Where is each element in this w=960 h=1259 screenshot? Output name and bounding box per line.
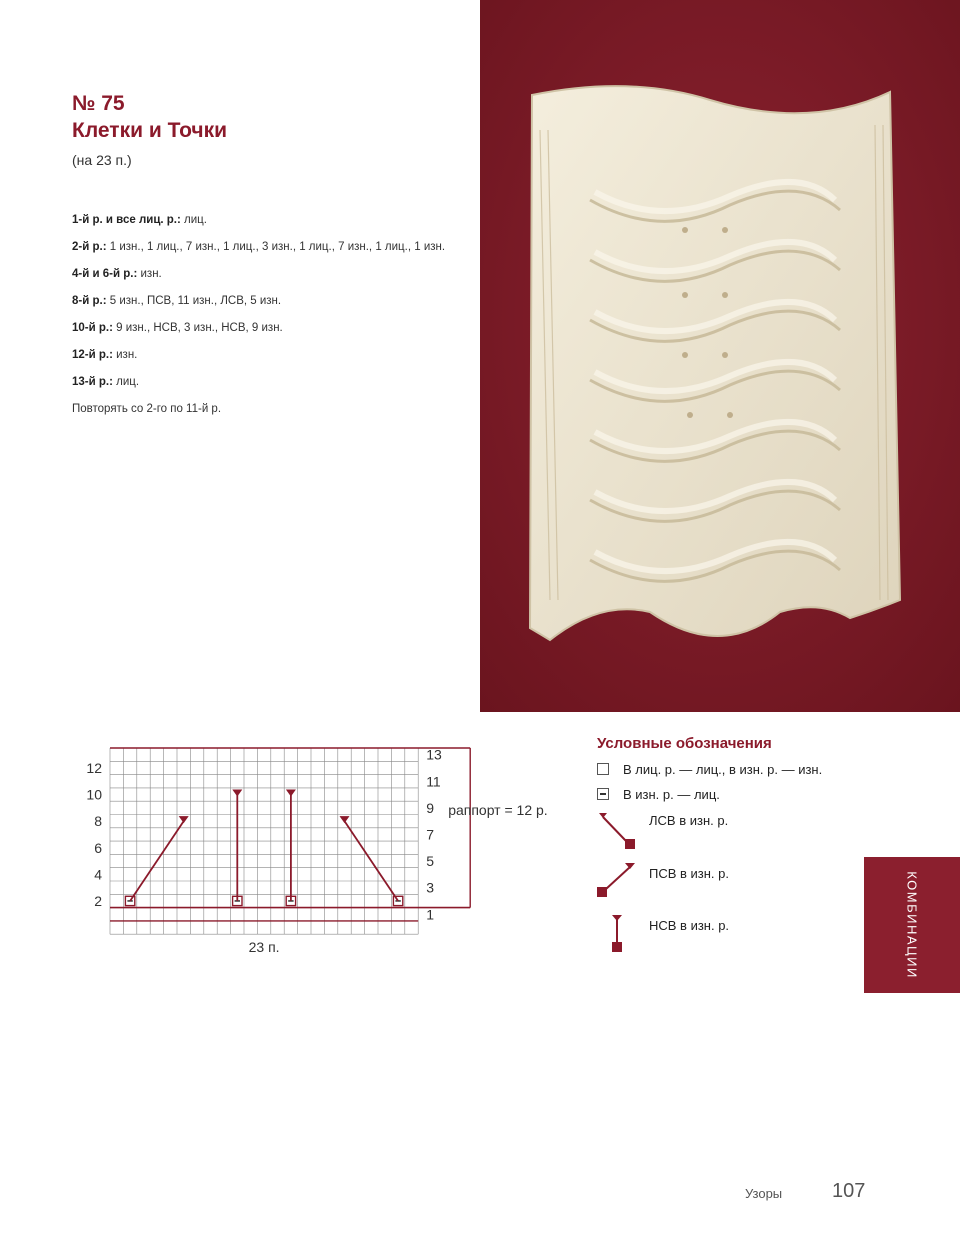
cable-line xyxy=(345,821,399,901)
cable-top-arrow xyxy=(340,816,350,823)
pattern-title: Клетки и Точки xyxy=(72,119,227,142)
cable-top-arrow xyxy=(179,816,189,823)
section-side-tab xyxy=(864,857,960,993)
row-number-right: 11 xyxy=(426,773,441,790)
instruction-row: 12-й р.: изн. xyxy=(72,349,138,361)
legend-title: Условные обозначения xyxy=(597,735,772,752)
cable-top-arrow xyxy=(232,790,242,797)
knit-swatch xyxy=(530,86,900,640)
knitting-chart xyxy=(0,730,600,975)
legend: Условные обозначения В лиц. р. — лиц., в изн. р. — изн. В изн. р. — лиц. ЛСВ в изн. р. ПСВ в изн. р. НСВ в изн. р. xyxy=(597,735,857,752)
left-cross-cable-icon xyxy=(597,813,637,855)
stitch-count: (на 23 п.) xyxy=(72,152,132,168)
row-number-left: 4 xyxy=(94,866,102,883)
repeat-note: Повторять со 2-го по 11-й р. xyxy=(72,403,222,415)
instruction-row: 4-й и 6-й р.: изн. xyxy=(72,268,162,280)
row-number-left: 10 xyxy=(86,786,102,803)
minus-square-icon xyxy=(597,788,609,800)
empty-square-icon xyxy=(597,763,609,775)
chart-width-label: 23 п. xyxy=(248,939,280,956)
row-number-right: 9 xyxy=(426,799,434,816)
page-number: 107 xyxy=(832,1180,866,1202)
row-number-right: 5 xyxy=(426,853,434,870)
right-cross-cable-icon xyxy=(597,863,637,899)
instruction-row: 8-й р.: 5 изн., ПСВ, 11 изн., ЛСВ, 5 изн. xyxy=(72,295,282,307)
row-number-left: 12 xyxy=(86,759,102,776)
cable-line xyxy=(130,821,184,901)
row-number-right: 1 xyxy=(426,906,434,923)
pattern-number: № 75 xyxy=(72,92,125,115)
row-number-left: 8 xyxy=(94,813,102,830)
instruction-row: 1-й р. и все лиц. р.: лиц. xyxy=(72,214,207,226)
instruction-row: 13-й р.: лиц. xyxy=(72,376,140,388)
instruction-row: 2-й р.: 1 изн., 1 лиц., 7 изн., 1 лиц., 3 изн., 1 лиц., 7 изн., 1 лиц., 1 изн. xyxy=(72,241,446,253)
row-number-right: 3 xyxy=(426,879,434,896)
swatch-photo xyxy=(480,0,960,712)
instructions-list xyxy=(72,207,472,423)
row-number-left: 2 xyxy=(94,892,102,909)
instruction-row: 10-й р.: 9 изн., НСВ, 3 изн., НСВ, 9 изн. xyxy=(72,322,283,334)
footer-section-name: Узоры xyxy=(745,1186,783,1201)
row-number-left: 6 xyxy=(94,839,102,856)
row-number-right: 7 xyxy=(426,826,434,843)
cable-top-arrow xyxy=(286,790,296,797)
vertical-cable-icon xyxy=(610,915,624,955)
repeat-label: раппорт = 12 р. xyxy=(448,801,548,818)
row-number-right: 13 xyxy=(426,746,442,763)
side-tab-label: КОМБИНАЦИИ xyxy=(904,871,920,979)
